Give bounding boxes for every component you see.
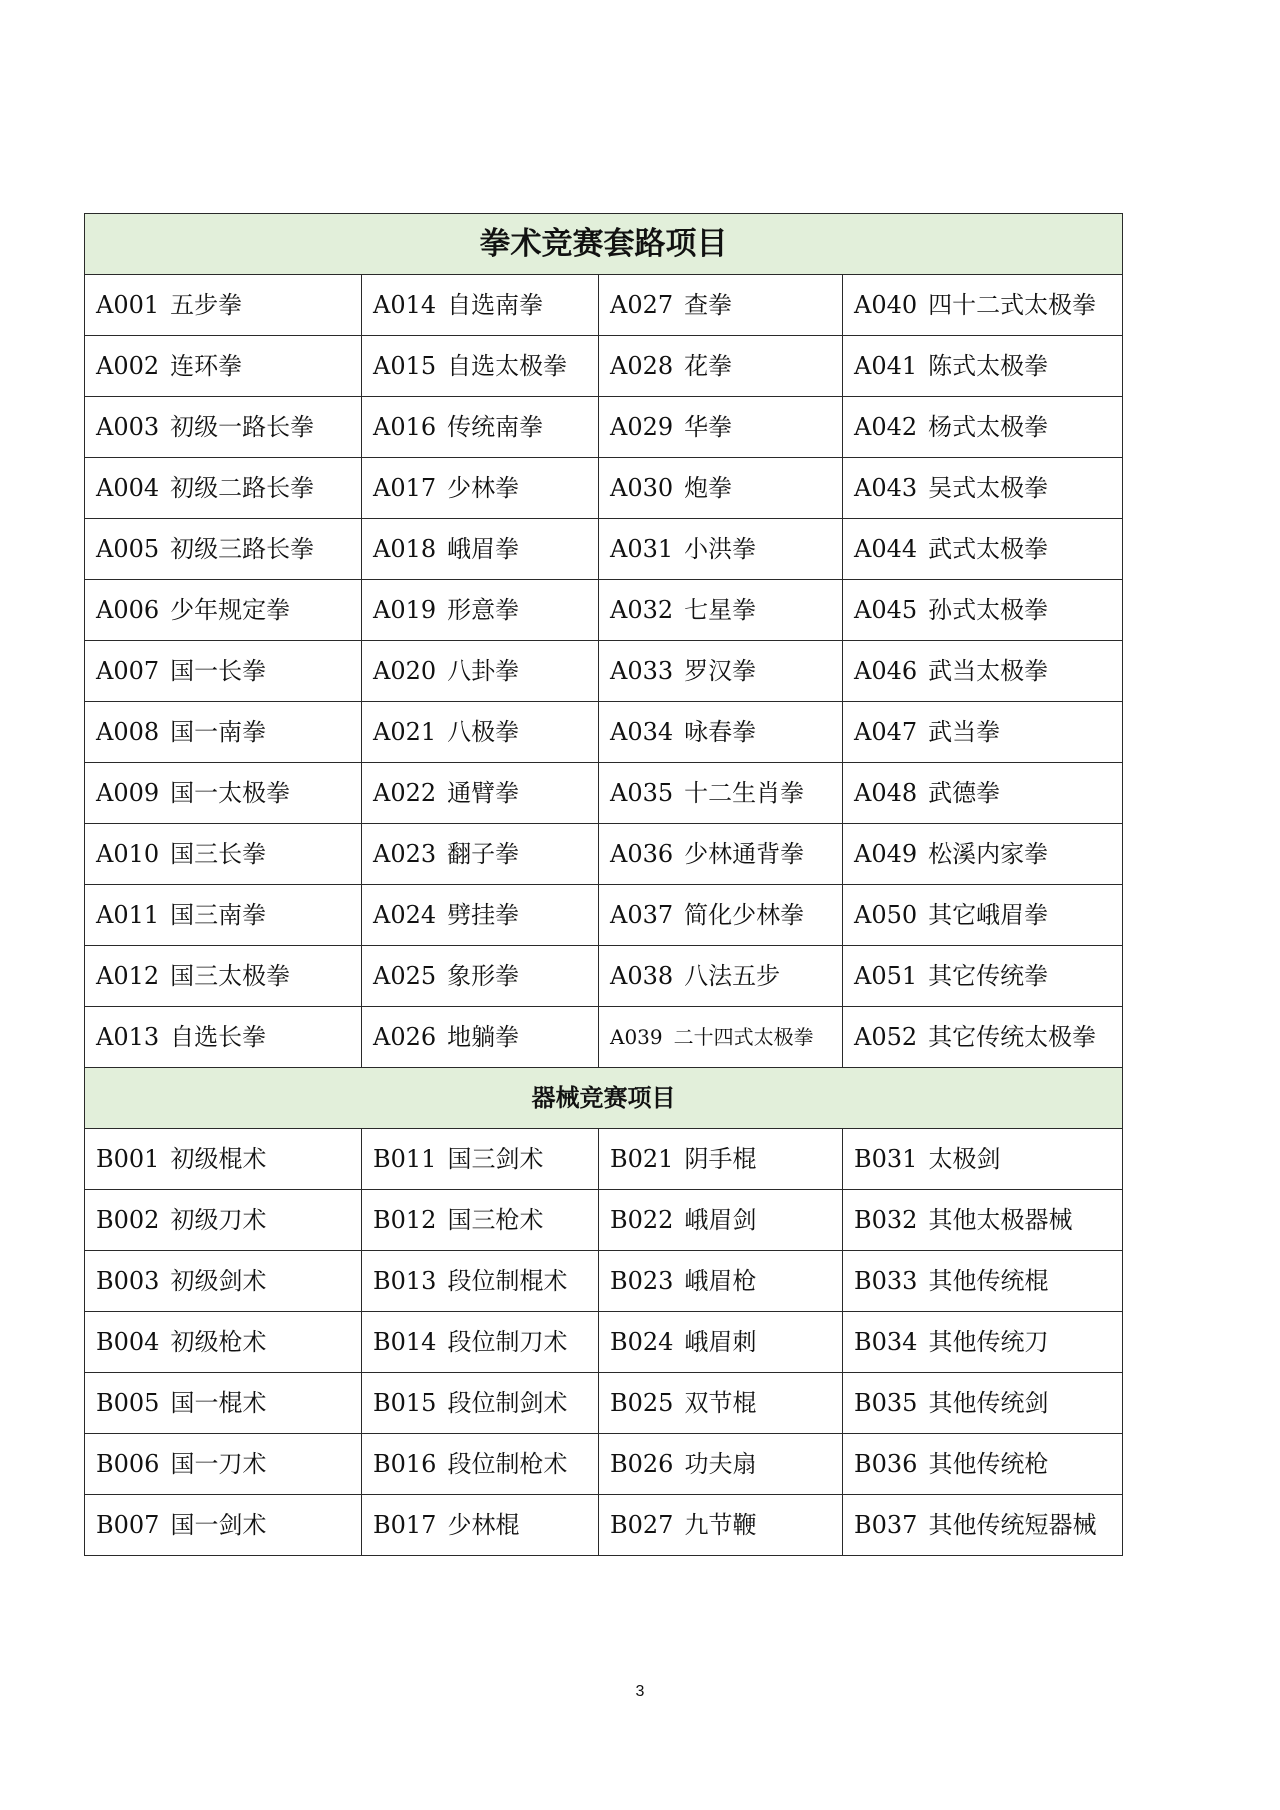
event-name: 其他传统短器械 xyxy=(928,1511,1097,1539)
event-code: B002 xyxy=(96,1206,160,1234)
weapons-event-row xyxy=(85,1129,1123,1190)
event-code: A051 xyxy=(854,962,918,990)
weapons-event-cell xyxy=(599,1373,843,1434)
boxing-event-cell xyxy=(362,763,599,824)
event-code: A048 xyxy=(854,779,918,807)
weapons-event-cell xyxy=(362,1312,599,1373)
event-code: A019 xyxy=(373,596,437,624)
event-name: 少林拳 xyxy=(447,474,520,502)
event-name: 其他太极器械 xyxy=(928,1206,1073,1234)
event-code: B026 xyxy=(610,1450,674,1478)
event-name: 连环拳 xyxy=(170,352,243,380)
weapons-event-row xyxy=(85,1251,1123,1312)
event-name: 双节棍 xyxy=(684,1389,757,1417)
boxing-event-cell xyxy=(362,824,599,885)
event-code: A010 xyxy=(96,840,160,868)
boxing-event-row xyxy=(85,641,1123,702)
boxing-event-cell xyxy=(85,702,362,763)
event-code: B014 xyxy=(373,1328,437,1356)
weapons-event-cell xyxy=(843,1251,1123,1312)
boxing-event-cell xyxy=(599,397,843,458)
event-code: A027 xyxy=(610,291,674,319)
event-name: 其它传统拳 xyxy=(928,962,1049,990)
boxing-event-row xyxy=(85,397,1123,458)
event-name: 九节鞭 xyxy=(684,1511,757,1539)
event-code: A024 xyxy=(373,901,437,929)
event-code: B013 xyxy=(373,1267,437,1295)
event-name: 杨式太极拳 xyxy=(928,413,1049,441)
event-name: 武式太极拳 xyxy=(928,535,1049,563)
weapons-event-cell xyxy=(843,1373,1123,1434)
event-name: 武当太极拳 xyxy=(928,657,1049,685)
event-name: 初级三路长拳 xyxy=(170,535,315,563)
event-code: A013 xyxy=(96,1023,160,1051)
weapons-event-cell xyxy=(85,1495,362,1556)
event-name: 其它峨眉拳 xyxy=(928,901,1049,929)
event-code: A031 xyxy=(610,535,674,563)
event-name: 华拳 xyxy=(684,413,733,441)
event-code: A001 xyxy=(96,291,160,319)
event-code: A040 xyxy=(854,291,918,319)
event-code: A042 xyxy=(854,413,918,441)
boxing-event-cell xyxy=(843,519,1123,580)
boxing-event-cell xyxy=(843,397,1123,458)
event-name: 国三南拳 xyxy=(170,901,267,929)
event-name: 地躺拳 xyxy=(447,1023,520,1051)
boxing-event-cell xyxy=(362,397,599,458)
event-name: 国一刀术 xyxy=(170,1450,267,1478)
boxing-event-cell xyxy=(599,580,843,641)
weapons-event-cell xyxy=(362,1190,599,1251)
event-code: B023 xyxy=(610,1267,674,1295)
boxing-event-cell xyxy=(599,458,843,519)
weapons-event-row xyxy=(85,1495,1123,1556)
boxing-event-cell xyxy=(362,946,599,1007)
boxing-event-cell xyxy=(85,1007,362,1068)
boxing-event-cell xyxy=(362,336,599,397)
event-name: 峨眉刺 xyxy=(684,1328,757,1356)
event-name: 功夫扇 xyxy=(684,1450,757,1478)
boxing-event-cell xyxy=(599,336,843,397)
boxing-event-row xyxy=(85,763,1123,824)
event-code: B004 xyxy=(96,1328,160,1356)
event-name: 花拳 xyxy=(684,352,733,380)
event-code: A041 xyxy=(854,352,918,380)
event-name: 国一太极拳 xyxy=(170,779,291,807)
event-code: A023 xyxy=(373,840,437,868)
event-code: A034 xyxy=(610,718,674,746)
event-name: 四十二式太极拳 xyxy=(928,291,1097,319)
event-name: 自选长拳 xyxy=(170,1023,267,1051)
event-name: 自选南拳 xyxy=(447,291,544,319)
boxing-event-cell xyxy=(843,885,1123,946)
event-name: 国一棍术 xyxy=(170,1389,267,1417)
event-name: 少林通背拳 xyxy=(684,840,805,868)
event-code: B034 xyxy=(854,1328,918,1356)
event-name: 五步拳 xyxy=(170,291,243,319)
event-code: B006 xyxy=(96,1450,160,1478)
boxing-event-cell xyxy=(843,824,1123,885)
event-name: 峨眉剑 xyxy=(684,1206,757,1234)
event-code: A011 xyxy=(96,901,160,929)
event-name: 阴手棍 xyxy=(684,1145,757,1173)
event-name: 初级剑术 xyxy=(170,1267,267,1295)
event-code: A043 xyxy=(854,474,918,502)
boxing-event-cell xyxy=(85,336,362,397)
event-name: 其他传统剑 xyxy=(928,1389,1049,1417)
boxing-event-row xyxy=(85,275,1123,336)
boxing-event-cell xyxy=(85,275,362,336)
event-name: 简化少林拳 xyxy=(684,901,805,929)
weapons-section-title: 器械竞赛项目 xyxy=(85,1068,1123,1129)
event-name: 咏春拳 xyxy=(684,718,757,746)
event-code: B005 xyxy=(96,1389,160,1417)
event-name: 段位制棍术 xyxy=(447,1267,568,1295)
event-name: 峨眉拳 xyxy=(447,535,520,563)
boxing-event-cell xyxy=(362,458,599,519)
event-code: A049 xyxy=(854,840,918,868)
boxing-event-cell xyxy=(843,702,1123,763)
event-code: A006 xyxy=(96,596,160,624)
event-code: A047 xyxy=(854,718,918,746)
event-code: A038 xyxy=(610,962,674,990)
event-code: A002 xyxy=(96,352,160,380)
event-code: A029 xyxy=(610,413,674,441)
boxing-event-cell xyxy=(85,885,362,946)
event-code: A044 xyxy=(854,535,918,563)
weapons-event-cell xyxy=(599,1495,843,1556)
event-name: 其他传统刀 xyxy=(928,1328,1049,1356)
event-name: 初级刀术 xyxy=(170,1206,267,1234)
event-name: 少年规定拳 xyxy=(170,596,291,624)
weapons-event-cell xyxy=(843,1129,1123,1190)
weapons-event-cell xyxy=(85,1190,362,1251)
weapons-event-cell xyxy=(362,1495,599,1556)
event-name: 劈挂拳 xyxy=(447,901,520,929)
event-name: 少林棍 xyxy=(447,1511,520,1539)
event-code: B035 xyxy=(854,1389,918,1417)
event-code: B022 xyxy=(610,1206,674,1234)
events-table xyxy=(84,213,1123,1556)
weapons-event-row xyxy=(85,1190,1123,1251)
event-name: 八极拳 xyxy=(447,718,520,746)
weapons-event-cell xyxy=(599,1190,843,1251)
event-code: A045 xyxy=(854,596,918,624)
boxing-event-cell xyxy=(85,763,362,824)
event-name: 其他传统枪 xyxy=(928,1450,1049,1478)
boxing-event-cell xyxy=(85,458,362,519)
boxing-event-cell xyxy=(362,580,599,641)
boxing-event-cell xyxy=(599,702,843,763)
boxing-event-cell xyxy=(362,275,599,336)
boxing-event-cell xyxy=(85,641,362,702)
boxing-event-cell xyxy=(843,946,1123,1007)
event-name: 十二生肖拳 xyxy=(684,779,805,807)
weapons-event-cell xyxy=(362,1434,599,1495)
event-name: 八卦拳 xyxy=(447,657,520,685)
event-code: A036 xyxy=(610,840,674,868)
boxing-event-cell xyxy=(85,824,362,885)
event-name: 国一剑术 xyxy=(170,1511,267,1539)
event-code: A007 xyxy=(96,657,160,685)
event-code: A014 xyxy=(373,291,437,319)
boxing-event-cell xyxy=(843,763,1123,824)
event-code: A025 xyxy=(373,962,437,990)
event-name: 太极剑 xyxy=(928,1145,1001,1173)
event-code: A016 xyxy=(373,413,437,441)
boxing-event-cell xyxy=(843,1007,1123,1068)
boxing-event-row xyxy=(85,519,1123,580)
boxing-event-cell xyxy=(85,397,362,458)
boxing-event-cell xyxy=(362,702,599,763)
boxing-event-cell xyxy=(599,275,843,336)
event-name: 陈式太极拳 xyxy=(928,352,1049,380)
event-name: 炮拳 xyxy=(684,474,733,502)
event-code: B007 xyxy=(96,1511,160,1539)
weapons-event-cell xyxy=(843,1495,1123,1556)
event-name: 象形拳 xyxy=(447,962,520,990)
weapons-event-cell xyxy=(85,1373,362,1434)
boxing-event-row xyxy=(85,702,1123,763)
event-code: B011 xyxy=(373,1145,437,1173)
event-code: A020 xyxy=(373,657,437,685)
event-code: A017 xyxy=(373,474,437,502)
event-code: A030 xyxy=(610,474,674,502)
event-name: 段位制枪术 xyxy=(447,1450,568,1478)
boxing-event-cell xyxy=(843,275,1123,336)
event-name: 国三太极拳 xyxy=(170,962,291,990)
boxing-event-cell xyxy=(599,946,843,1007)
event-name: 峨眉枪 xyxy=(684,1267,757,1295)
event-name: 初级枪术 xyxy=(170,1328,267,1356)
weapons-event-cell xyxy=(843,1312,1123,1373)
events-table-body xyxy=(85,214,1123,1556)
boxing-section-title: 拳术竞赛套路项目 xyxy=(85,214,1123,275)
boxing-event-cell xyxy=(599,519,843,580)
boxing-event-cell xyxy=(85,519,362,580)
boxing-event-row xyxy=(85,824,1123,885)
event-code: B025 xyxy=(610,1389,674,1417)
event-name: 七星拳 xyxy=(684,596,757,624)
event-name: 传统南拳 xyxy=(447,413,544,441)
event-code: A009 xyxy=(96,779,160,807)
weapons-event-cell xyxy=(599,1312,843,1373)
boxing-event-row xyxy=(85,336,1123,397)
event-code: B032 xyxy=(854,1206,918,1234)
event-name: 国一长拳 xyxy=(170,657,267,685)
event-code: A004 xyxy=(96,474,160,502)
event-name: 二十四式太极拳 xyxy=(673,1025,814,1049)
event-code: A046 xyxy=(854,657,918,685)
event-code: A026 xyxy=(373,1023,437,1051)
event-code: B003 xyxy=(96,1267,160,1295)
weapons-event-cell xyxy=(843,1434,1123,1495)
boxing-event-cell xyxy=(362,885,599,946)
event-name: 翻子拳 xyxy=(447,840,520,868)
event-code: A032 xyxy=(610,596,674,624)
boxing-event-cell xyxy=(599,641,843,702)
boxing-event-cell xyxy=(85,946,362,1007)
event-name: 武德拳 xyxy=(928,779,1001,807)
event-name: 松溪内家拳 xyxy=(928,840,1049,868)
weapons-event-cell xyxy=(85,1434,362,1495)
event-code: B031 xyxy=(854,1145,918,1173)
event-name: 其他传统棍 xyxy=(928,1267,1049,1295)
event-code: A037 xyxy=(610,901,674,929)
boxing-event-cell xyxy=(362,641,599,702)
page-number: 3 xyxy=(635,1683,645,1700)
event-name: 初级二路长拳 xyxy=(170,474,315,502)
event-code: A028 xyxy=(610,352,674,380)
weapons-event-row xyxy=(85,1312,1123,1373)
boxing-event-cell xyxy=(843,458,1123,519)
weapons-event-cell xyxy=(85,1251,362,1312)
event-code: B036 xyxy=(854,1450,918,1478)
event-name: 罗汉拳 xyxy=(684,657,757,685)
event-code: A033 xyxy=(610,657,674,685)
boxing-event-cell xyxy=(843,336,1123,397)
event-code: B001 xyxy=(96,1145,160,1173)
boxing-event-row xyxy=(85,580,1123,641)
event-name: 国一南拳 xyxy=(170,718,267,746)
event-name: 八法五步 xyxy=(684,962,781,990)
weapons-event-cell xyxy=(843,1190,1123,1251)
event-code: B016 xyxy=(373,1450,437,1478)
event-name: 自选太极拳 xyxy=(447,352,568,380)
event-code: A005 xyxy=(96,535,160,563)
weapons-event-cell xyxy=(599,1251,843,1312)
boxing-event-cell xyxy=(362,1007,599,1068)
boxing-event-row xyxy=(85,458,1123,519)
event-code: A012 xyxy=(96,962,160,990)
event-code: A050 xyxy=(854,901,918,929)
weapons-event-cell xyxy=(85,1312,362,1373)
weapons-event-row xyxy=(85,1373,1123,1434)
event-code: B017 xyxy=(373,1511,437,1539)
event-code: B033 xyxy=(854,1267,918,1295)
event-name: 小洪拳 xyxy=(684,535,757,563)
event-name: 初级一路长拳 xyxy=(170,413,315,441)
event-code: A008 xyxy=(96,718,160,746)
boxing-event-row xyxy=(85,1007,1123,1068)
event-code: B012 xyxy=(373,1206,437,1234)
boxing-event-cell xyxy=(599,824,843,885)
boxing-event-cell xyxy=(599,1007,843,1068)
event-code: B037 xyxy=(854,1511,918,1539)
boxing-event-cell xyxy=(599,885,843,946)
weapons-event-cell xyxy=(362,1251,599,1312)
boxing-event-row xyxy=(85,885,1123,946)
event-code: B024 xyxy=(610,1328,674,1356)
weapons-event-cell xyxy=(599,1434,843,1495)
boxing-section-header-row xyxy=(85,214,1123,275)
event-code: A035 xyxy=(610,779,674,807)
event-code: A015 xyxy=(373,352,437,380)
weapons-event-row xyxy=(85,1434,1123,1495)
boxing-event-row xyxy=(85,946,1123,1007)
event-code: B015 xyxy=(373,1389,437,1417)
event-name: 形意拳 xyxy=(447,596,520,624)
weapons-section-header-row xyxy=(85,1068,1123,1129)
weapons-event-cell xyxy=(362,1373,599,1434)
event-name: 吴式太极拳 xyxy=(928,474,1049,502)
event-name: 段位制刀术 xyxy=(447,1328,568,1356)
event-code: A003 xyxy=(96,413,160,441)
event-name: 查拳 xyxy=(684,291,733,319)
boxing-event-cell xyxy=(843,580,1123,641)
event-name: 国三枪术 xyxy=(447,1206,544,1234)
event-code: A052 xyxy=(854,1023,918,1051)
event-name: 通臂拳 xyxy=(447,779,520,807)
weapons-event-cell xyxy=(599,1129,843,1190)
boxing-event-cell xyxy=(599,763,843,824)
event-name: 初级棍术 xyxy=(170,1145,267,1173)
event-name: 段位制剑术 xyxy=(447,1389,568,1417)
event-code: A022 xyxy=(373,779,437,807)
event-code: A039 xyxy=(610,1025,663,1049)
event-code: A018 xyxy=(373,535,437,563)
boxing-event-cell xyxy=(843,641,1123,702)
event-code: B027 xyxy=(610,1511,674,1539)
weapons-event-cell xyxy=(362,1129,599,1190)
event-name: 孙式太极拳 xyxy=(928,596,1049,624)
event-code: B021 xyxy=(610,1145,674,1173)
weapons-event-cell xyxy=(85,1129,362,1190)
event-code: A021 xyxy=(373,718,437,746)
event-name: 其它传统太极拳 xyxy=(928,1023,1097,1051)
boxing-event-cell xyxy=(362,519,599,580)
event-name: 国三剑术 xyxy=(447,1145,544,1173)
event-name: 武当拳 xyxy=(928,718,1001,746)
event-name: 国三长拳 xyxy=(170,840,267,868)
boxing-event-cell xyxy=(85,580,362,641)
